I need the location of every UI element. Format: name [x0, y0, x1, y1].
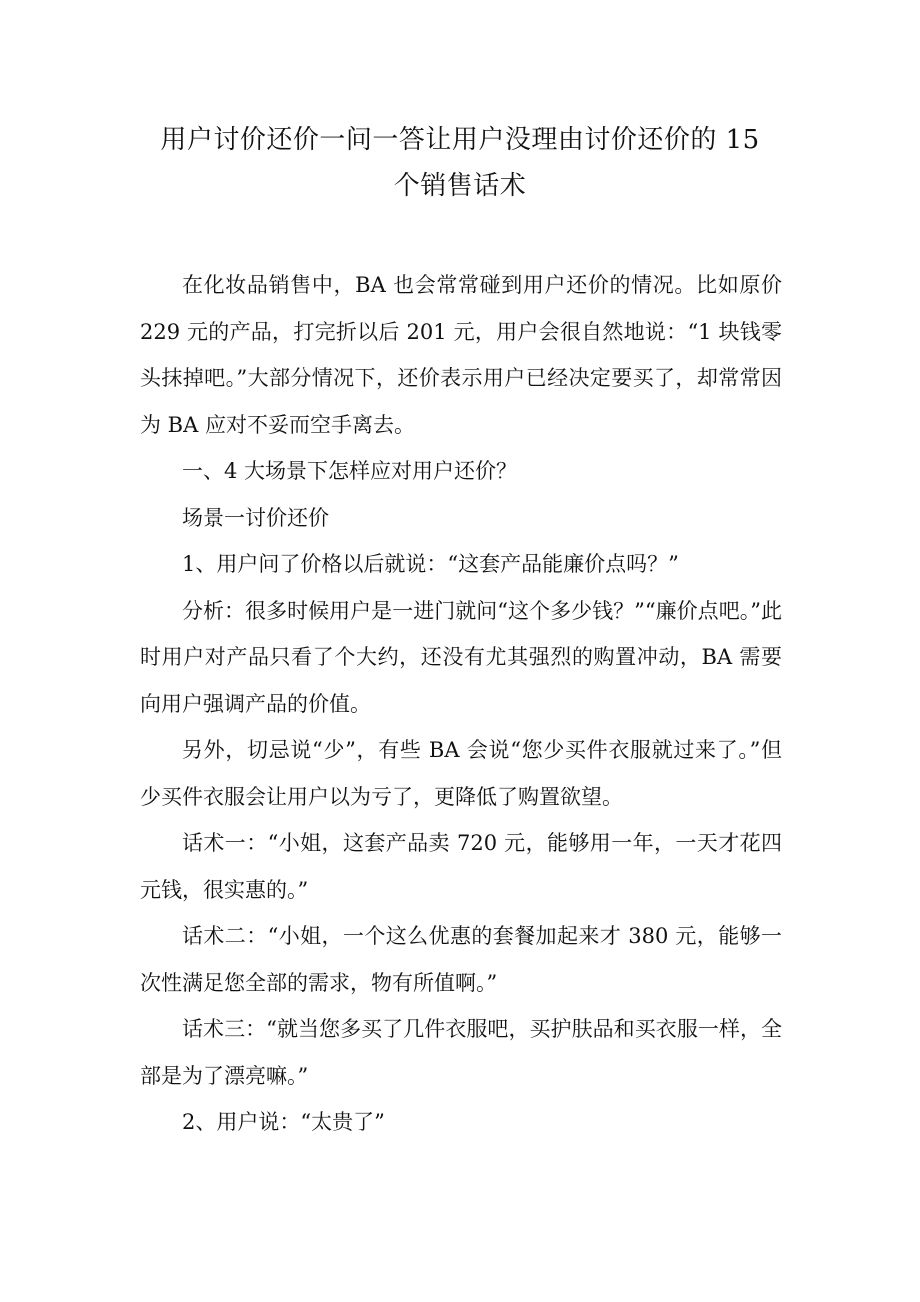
document-body — [140, 262, 782, 1146]
paragraph-analysis: 分析：很多时候用户是一进门就问“这个多少钱？”“廉价点吧。”此时用户对产品只看了个大约，还没有尤其强烈的购置冲动，BA 需要向用户强调产品的价值。 — [140, 598, 782, 716]
question-2: 2、用户说：“太贵了” — [182, 1110, 385, 1134]
script-2: 话术二：“小姐，一个这么优惠的套餐加起来才 380 元，能够一次性满足您全部的需求，物有所值啊。” — [140, 924, 782, 995]
paragraph-intro: 在化妆品销售中，BA 也会常常碰到用户还价的情况。比如原价 229 元的产品，打完折以后 201 元，用户会很自然地说：“1 块钱零头抹掉吧。”大部分情况下，还价表示用户已经决定要买了，却常常因为 BA 应对不妥而空手离去。 — [140, 273, 782, 437]
script-1: 话术一：“小姐，这套产品卖 720 元，能够用一年，一天才花四元钱，很实惠的。” — [140, 831, 782, 902]
paragraph-caution: 另外，切忌说“少”，有些 BA 会说“您少买件衣服就过来了。”但少买件衣服会让用户以为亏了，更降低了购置欲望。 — [140, 738, 782, 809]
script-3: 话术三：“就当您多买了几件衣服吧，买护肤品和买衣服一样，全部是为了漂亮嘛。” — [140, 1017, 782, 1088]
question-1: 1、用户问了价格以后就说：“这套产品能廉价点吗？” — [182, 552, 679, 576]
title-line-2: 个销售话术 — [393, 171, 527, 201]
title-line-1: 用户讨价还价一问一答让用户没理由讨价还价的 15 — [160, 125, 760, 155]
section-heading: 一、4 大场景下怎样应对用户还价？ — [182, 459, 518, 483]
scene-heading: 场景一讨价还价 — [182, 505, 329, 530]
document-title — [120, 117, 800, 209]
